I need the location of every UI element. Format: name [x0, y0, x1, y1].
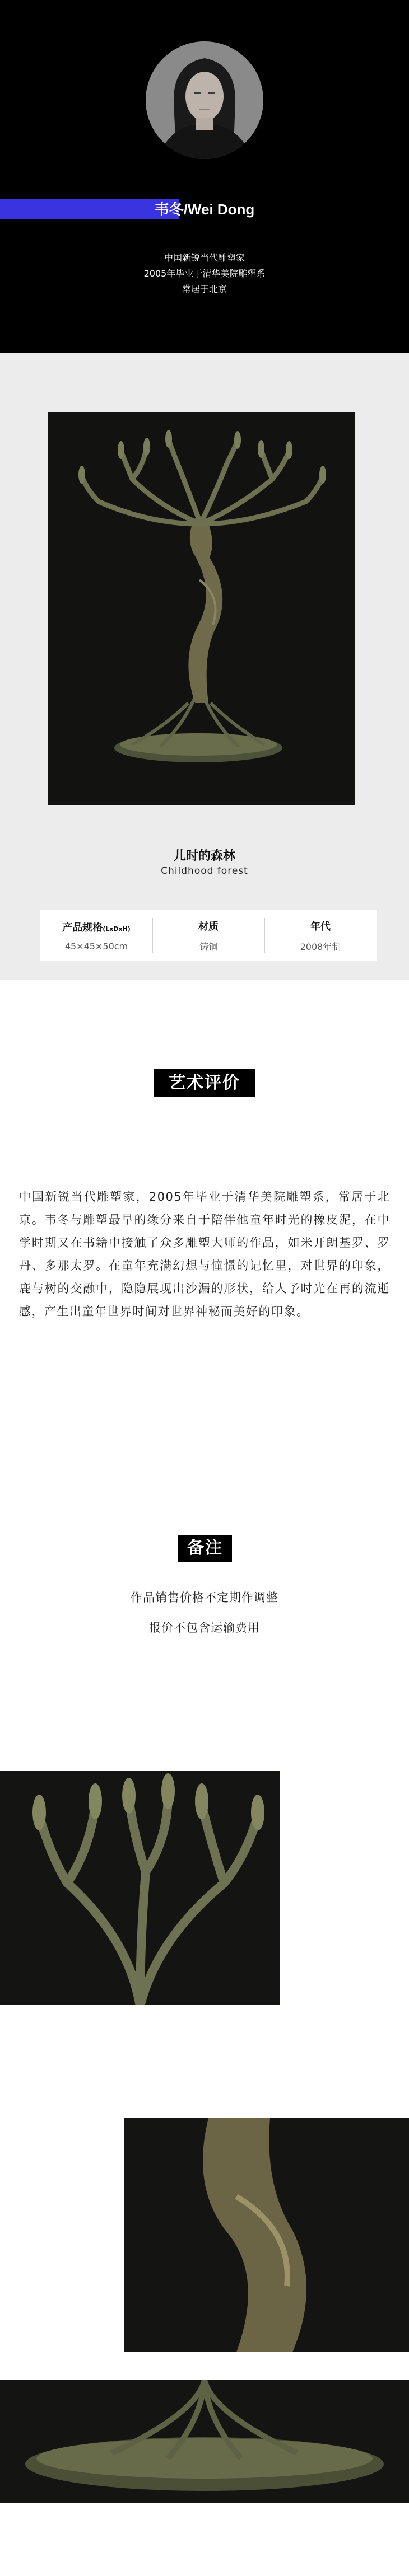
spec-value: 2008年制: [300, 941, 341, 952]
artist-name: 韦冬/Wei Dong: [154, 201, 255, 218]
spec-label-suffix: (LxDxH): [103, 925, 131, 933]
base-detail-illustration: [0, 2380, 409, 2503]
detail-photo-trunk: [124, 2118, 409, 2352]
review-heading: 艺术评价: [154, 1069, 255, 1097]
notes-heading: 备注: [178, 1535, 232, 1562]
bio-line: 常居于北京: [182, 284, 227, 294]
note-line: 报价不包含运输费用: [149, 1621, 260, 1634]
spec-size: [40, 910, 152, 961]
bio-line: 中国新锐当代雕塑家: [164, 252, 245, 263]
artwork-subtitle: Childhood forest: [161, 865, 248, 877]
spec-label: 产品规格(LxDxH): [62, 921, 131, 934]
spec-label: 材质: [198, 920, 219, 933]
review-text: 中国新锐当代雕塑家，2005年毕业于清华美院雕塑系，常居于北京。韦冬与雕塑最早的缘分来自于陪伴他童年时光的橡皮泥，在中学时期又在书籍中接触了众多雕塑大师的作品，如米开朗基罗、罗丹、多那太罗。在童年充满幻想与憧憬的记忆里，对世界的印象，鹿与树的交融中，隐隐展现出沙漏的形状，给人予时光在再的流逝感，产生出童年世界时间对世界神秘而美好的印象。: [19, 1190, 390, 1318]
bio-line: 2005年毕业于清华美院雕塑系: [143, 268, 266, 279]
detail-photo-canopy: [0, 1771, 280, 2005]
spec-label: 年代: [310, 920, 331, 933]
trunk-detail-illustration: [124, 2118, 409, 2352]
sculpture-photo: [48, 412, 355, 805]
note-line: 作品销售价格不定期作调整: [131, 1591, 278, 1604]
artist-avatar: [146, 41, 263, 159]
artwork-title: 儿时的森林: [173, 849, 235, 863]
artist-portrait: [146, 41, 263, 159]
canopy-detail-illustration: [0, 1771, 280, 2005]
spec-value: 铸铜: [199, 941, 217, 952]
spec-year: [264, 910, 377, 961]
detail-photo-base: [0, 2380, 409, 2503]
spec-table: [40, 910, 377, 961]
spec-material: [152, 910, 264, 961]
sculpture-illustration: [48, 412, 355, 805]
spec-value: 45×45×50cm: [64, 940, 128, 952]
